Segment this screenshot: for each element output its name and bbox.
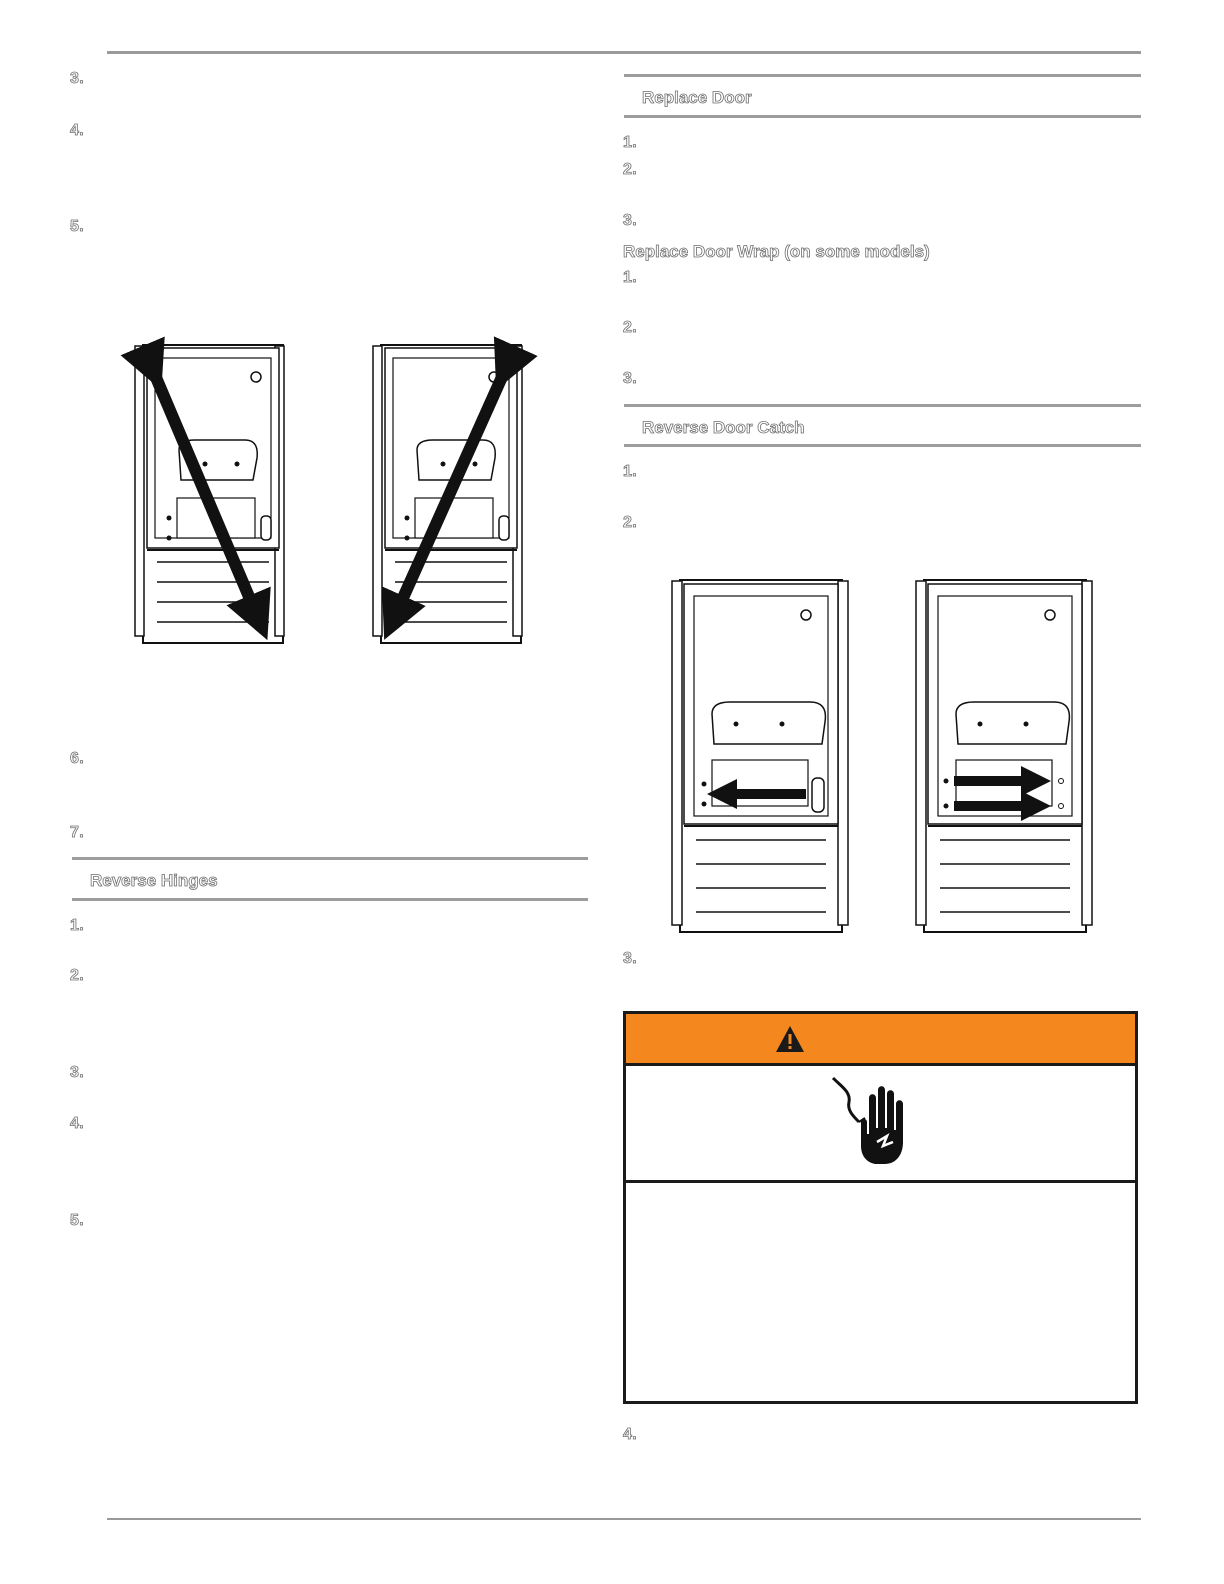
section-rule: [624, 444, 1141, 447]
warning-symbol-area: [626, 1066, 1135, 1183]
step-number: 1.: [623, 269, 637, 286]
step-number: 1.: [70, 917, 84, 934]
step-number: 3.: [623, 212, 637, 229]
electrical-shock-hand-icon: [831, 1076, 921, 1168]
step-number: 5.: [70, 1212, 84, 1229]
section-title-reverse-hinges: Reverse Hinges: [90, 871, 218, 890]
section-title-replace-door: Replace Door: [642, 88, 752, 107]
step-number: 6.: [70, 750, 84, 767]
step-number: 5.: [70, 218, 84, 235]
page-top-rule: [107, 51, 1141, 54]
step-number: 1.: [623, 463, 637, 480]
step-number: 4.: [70, 122, 84, 139]
step-number: 2.: [623, 319, 637, 336]
section-rule: [72, 898, 588, 901]
door-catch-diagram: [670, 576, 1100, 936]
cabinet-catch-before: [672, 580, 848, 932]
step-number: 1.: [623, 134, 637, 151]
section-rule: [72, 857, 588, 860]
page-bottom-rule: [107, 1518, 1141, 1520]
step-number: 2.: [623, 514, 637, 531]
hinge-reversal-diagram: [130, 340, 540, 650]
step-number: 3.: [70, 70, 84, 87]
step-number: 3.: [623, 950, 637, 967]
step-number: 7.: [70, 824, 84, 841]
subsection-title-door-wrap: Replace Door Wrap (on some models): [623, 242, 930, 261]
step-number: 3.: [70, 1064, 84, 1081]
section-title-reverse-door-catch: Reverse Door Catch: [642, 418, 805, 437]
step-number: 2.: [623, 161, 637, 178]
step-number: 3.: [623, 370, 637, 387]
step-number: 4.: [70, 1115, 84, 1132]
warning-triangle-icon: [774, 1024, 806, 1054]
cabinet-catch-after: [916, 580, 1092, 932]
warning-box: [623, 1011, 1138, 1404]
warning-header: [626, 1014, 1135, 1066]
section-rule: [624, 115, 1141, 118]
section-rule: [624, 404, 1141, 407]
section-rule: [624, 74, 1141, 77]
step-number: 4.: [623, 1426, 637, 1443]
step-number: 2.: [70, 967, 84, 984]
